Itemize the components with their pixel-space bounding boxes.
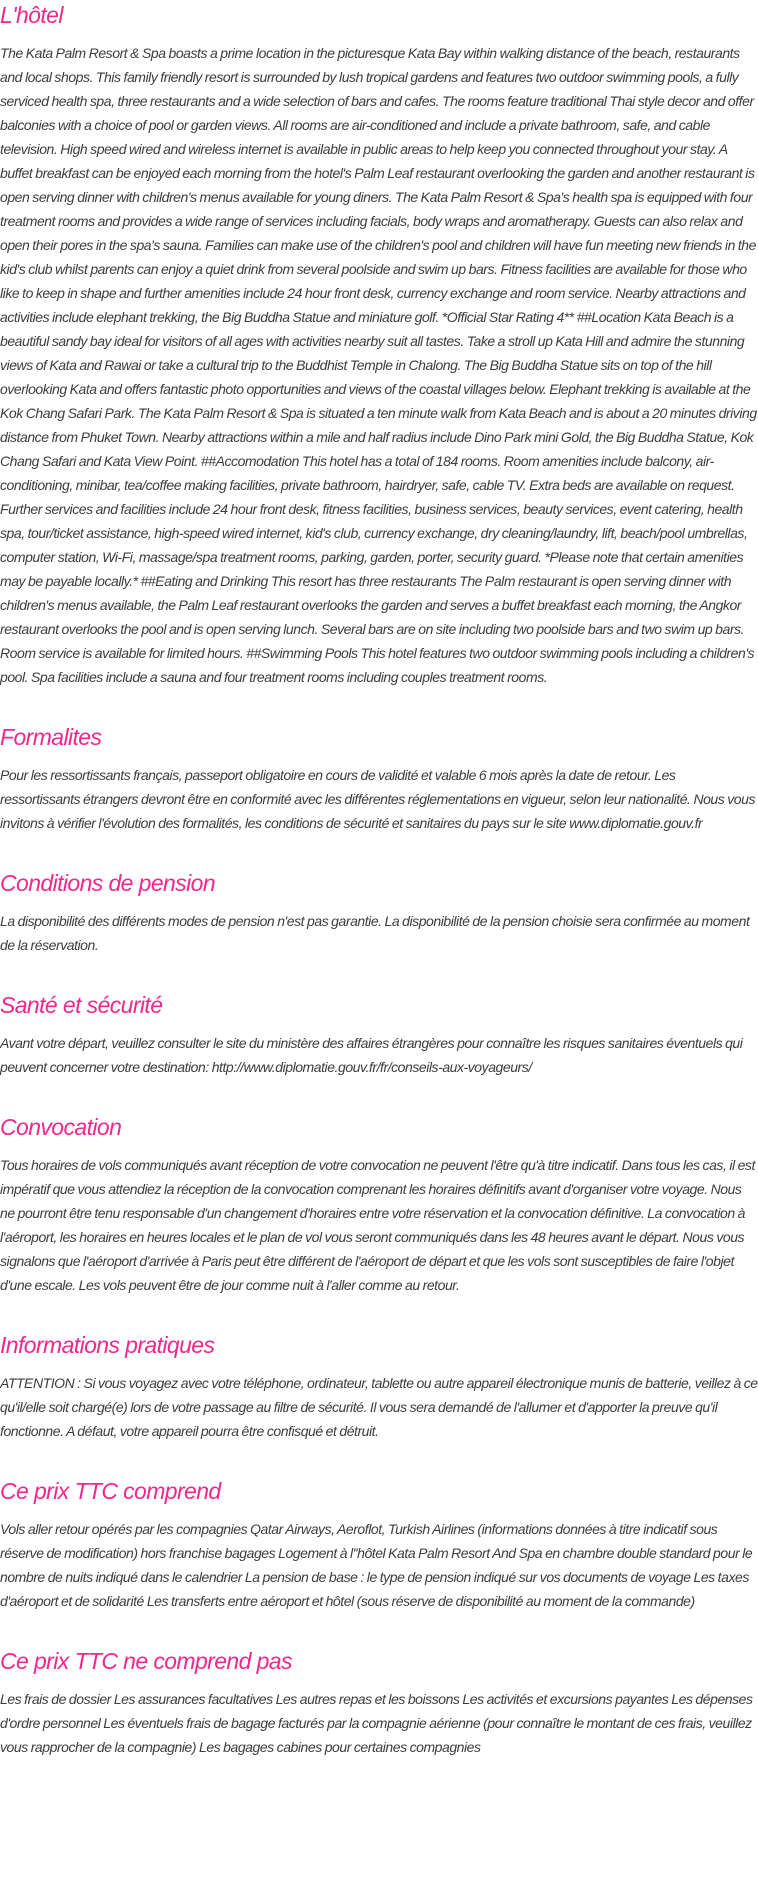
section-convocation (0, 1112, 758, 1297)
section-body-informations-pratiques: ATTENTION : Si vous voyagez avec votre téléphone, ordinateur, tablette ou autre appareil électronique munis de batterie, veillez à ce qu'il/elle soit chargé(e) lors de votre passage au filtre de sécurité. Il vous sera demandé de l'allumer et d'apporter la preuve qu'il fonctionne. A défaut, votre appareil pourra être confisqué et détruit. (0, 1375, 758, 1439)
section-title-formalites: Formalites (0, 724, 102, 750)
section-conditions-pension (0, 868, 758, 957)
section-body-prix-comprend: Vols aller retour opérés par les compagnies Qatar Airways, Aeroflot, Turkish Airlines (informations données à titre indicatif sous réserve de modification) hors franchise bagages Logement à l''hôtel Kata Palm Resort And Spa en chambre double standard pour le nombre de nuits indiqué dans le calendrier La pension de base : le type de pension indiqué sur vos documents de voyage Les taxes d'aéroport et de solidarité Les transferts entre aéroport et hôtel (sous réserve de disponibilité au moment de la commande) (0, 1521, 753, 1609)
section-sante-securite (0, 990, 758, 1079)
section-formalites (0, 722, 758, 835)
section-title-informations-pratiques: Informations pratiques (0, 1332, 215, 1358)
section-title-convocation: Convocation (0, 1114, 122, 1140)
section-prix-comprend (0, 1476, 758, 1613)
section-title-prix-comprend: Ce prix TTC comprend (0, 1478, 221, 1504)
section-body-convocation: Tous horaires de vols communiqués avant réception de votre convocation ne peuvent l'être qu'à titre indicatif. Dans tous les cas, il est impératif que vous attendiez la réception de la convocation comprenant les horaires définitifs avant d'organiser votre voyage. Nous ne pourront être tenu responsable d'un changement d'horaires entre votre réservation et la convocation définitive. La convocation à l'aéroport, les horaires en heures locales et le plan de vol vous seront communiqués dans les 48 heures avant le départ. Nous vous signalons que l'aéroport d'arrivée à Paris peut être différent de l'aéroport de départ et que les vols sont susceptibles de faire l'objet d'une escale. Les vols peuvent être de jour comme nuit à l'aller comme au retour. (0, 1157, 755, 1293)
section-body-prix-ne-comprend-pas: Les frais de dossier Les assurances facultatives Les autres repas et les boissons Les activités et excursions payantes Les dépenses d'ordre personnel Les éventuels frais de bagage facturés par la compagnie aérienne (pour connaître le montant de ces frais, veuillez vous rapprocher de la compagnie) Les bagages cabines pour certaines compagnies (0, 1691, 753, 1755)
section-title-hotel: L'hôtel (0, 2, 63, 28)
section-prix-ne-comprend-pas (0, 1646, 758, 1759)
section-title-sante-securite: Santé et sécurité (0, 992, 163, 1018)
section-informations-pratiques (0, 1330, 758, 1443)
section-hotel (0, 0, 758, 689)
section-body-formalites: Pour les ressortissants français, passeport obligatoire en cours de validité et valable 6 mois après la date de retour. Les ressortissants étrangers devront être en conformité avec les différentes réglementations en vigueur, selon leur nationalité. Nous vous invitons à vérifier l'évolution des formalités, les conditions de sécurité et sanitaires du pays sur le site www.diplomatie.gouv.fr (0, 767, 756, 831)
section-title-prix-ne-comprend-pas: Ce prix TTC ne comprend pas (0, 1648, 292, 1674)
section-body-hotel: The Kata Palm Resort & Spa boasts a prime location in the picturesque Kata Bay within walking distance of the beach, restaurants and local shops. This family friendly resort is surrounded by lush tropical gardens and features two outdoor swimming pools, a fully serviced health spa, three restaurants and a wide selection of bars and cafes. The rooms feature traditional Thai style decor and offer balconies with a choice of pool or garden views. All rooms are air-conditioned and include a private bathroom, safe, and cable television. High speed wired and wireless internet is available in public areas to help keep you connected throughout your stay. A buffet breakfast can be enjoyed each morning from the hotel's Palm Leaf restaurant overlooking the garden and another restaurant is open serving dinner with children's menus available for young diners. The Kata Palm Resort & Spa's health spa is equipped with four treatment rooms and provides a wide range of services including facials, body wraps and aromatherapy. Guests can also relax and open their pores in the spa's sauna. Families can make use of the children's pool and children will have fun meeting new friends in the kid's club whilst parents can enjoy a quiet drink from several poolside and swim up bars. Fitness facilities are available for those who like to keep in shape and further amenities include 24 hour front desk, currency exchange and room service. Nearby attractions and activities include elephant trekking, the Big Buddha Statue and miniature golf. *Official Star Rating 4** ##Location Kata Beach is a beautiful sandy bay ideal for visitors of all ages with activities nearby suit all tastes. Take a stroll up Kata Hill and admire the stunning views of Kata and Rawai or take a cultural trip to the Buddhist Temple in Chalong. The Big Buddha Statue sits on top of the hill overlooking Kata and offers fantastic photo opportunities and views of the coastal villages below. Elephant trekking is available at the Kok Chang Safari Park. The Kata Palm Resort & Spa is situated a ten minute walk from Kata Beach and is about a 20 minutes driving distance from Phuket Town. Nearby attractions within a mile and half radius include Dino Park mini Gold, the Big Buddha Statue, Kok Chang Safari and Kata View Point. ##Accomodation This hotel has a total of 184 rooms. Room amenities include balcony, air-conditioning, minibar, tea/coffee making facilities, private bathroom, hairdryer, safe, cable TV. Extra beds are available on request. Further services and facilities include 24 hour front desk, fitness facilities, business services, beauty services, event catering, health spa, tour/ticket assistance, high-speed wired internet, kid's club, currency exchange, dry cleaning/laundry, lift, beach/pool umbrellas, computer station, Wi-Fi, massage/spa treatment rooms, parking, garden, porter, security guard. *Please note that certain amenities may be payable locally.* ##Eating and Drinking This resort has three restaurants The Palm restaurant is open serving dinner with children's menus available, the Palm Leaf restaurant overlooks the garden and serves a buffet breakfast each morning, the Angkor restaurant overlooks the pool and is open serving lunch. Several bars are on site including two poolside bars and two swim up bars. Room service is available for limited hours. ##Swimming Pools This hotel features two outdoor swimming pools including a children's pool. Spa facilities include a sauna and four treatment rooms including couples treatment rooms. (0, 45, 757, 685)
section-body-sante-securite: Avant votre départ, veuillez consulter le site du ministère des affaires étrangères pour connaître les risques sanitaires éventuels qui peuvent concerner votre destination: http://www.diplomatie.gouv.fr/fr/conseils-aux-voyageurs/ (0, 1035, 743, 1075)
section-body-conditions-pension: La disponibilité des différents modes de pension n'est pas garantie. La disponibilité de la pension choisie sera confirmée au moment de la réservation. (0, 913, 750, 953)
section-title-conditions-pension: Conditions de pension (0, 870, 216, 896)
